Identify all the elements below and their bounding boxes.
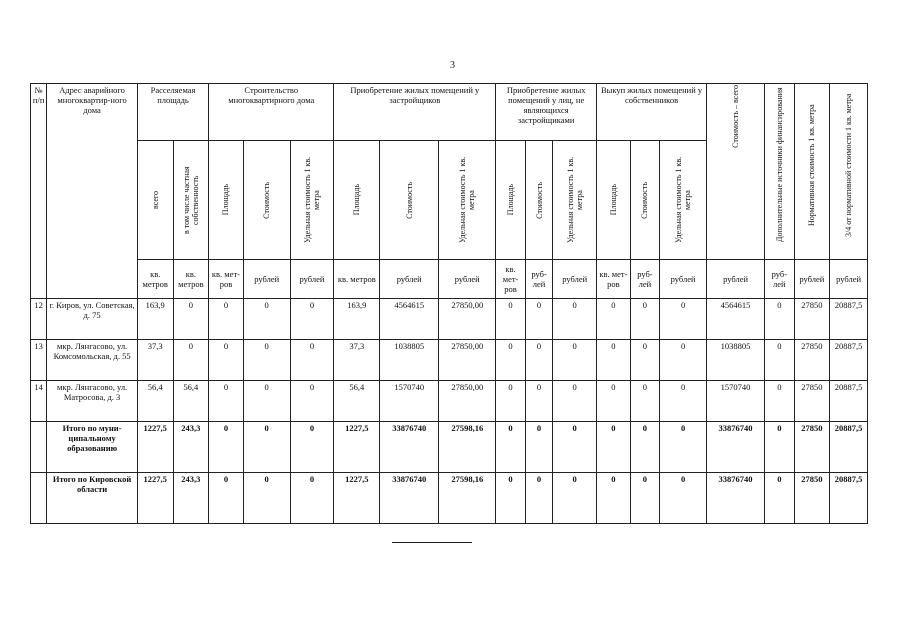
total-value: 27850 — [794, 473, 830, 524]
total-value: 0 — [553, 473, 597, 524]
row-value: 27850 — [794, 381, 830, 422]
row-value: 4564615 — [380, 299, 439, 340]
table-row — [31, 299, 868, 340]
row-value: 0 — [597, 299, 631, 340]
table-body — [31, 299, 868, 524]
unit-cell: рублей — [553, 260, 597, 299]
unit-cell: кв. метров — [173, 260, 209, 299]
total-value: 27598,16 — [439, 422, 496, 473]
row-address: г. Киров, ул. Советская, д. 75 — [47, 299, 138, 340]
unit-cell: рублей — [380, 260, 439, 299]
row-value: 0 — [290, 381, 334, 422]
total-value: 0 — [765, 422, 795, 473]
total-value: 243,3 — [173, 422, 209, 473]
total-number — [31, 422, 47, 473]
sub-total: всего — [137, 141, 173, 260]
total-value: 0 — [496, 422, 526, 473]
footer-rule — [392, 542, 472, 543]
total-value: 0 — [630, 422, 660, 473]
col-no-header: № п/п — [31, 84, 47, 299]
sub-cost: Стоимость — [525, 141, 552, 260]
unit-cell: кв. метров — [137, 260, 173, 299]
row-value: 0 — [660, 381, 707, 422]
sub-unit-cost: Удельная стоимость 1 кв. метра — [553, 141, 597, 260]
row-value: 27850,00 — [439, 381, 496, 422]
col-address-header: Адрес аварийного многоквартир-ного дома — [47, 84, 138, 299]
row-value: 27850,00 — [439, 299, 496, 340]
row-value: 0 — [597, 381, 631, 422]
col-total-cost-header: Стоимость – всего — [707, 84, 765, 260]
total-value: 0 — [553, 422, 597, 473]
row-value: 56,4 — [173, 381, 209, 422]
row-value: 1038805 — [707, 340, 765, 381]
row-value: 0 — [209, 340, 244, 381]
unit-cell: кв. метров — [334, 260, 380, 299]
row-value: 0 — [765, 381, 795, 422]
total-value: 20887,5 — [830, 473, 868, 524]
row-value: 0 — [173, 299, 209, 340]
row-value: 163,9 — [334, 299, 380, 340]
sub-cost: Стоимость — [243, 141, 290, 260]
total-value: 0 — [660, 422, 707, 473]
total-label: Итого по Кировской области — [47, 473, 138, 524]
unit-cell: рублей — [830, 260, 868, 299]
sub-area: Площадь — [209, 141, 244, 260]
row-address: мкр. Лянгасово, ул. Комсомольская, д. 55 — [47, 340, 138, 381]
row-value: 37,3 — [334, 340, 380, 381]
row-value: 0 — [290, 299, 334, 340]
total-value: 0 — [765, 473, 795, 524]
total-value: 0 — [209, 422, 244, 473]
row-value: 0 — [243, 299, 290, 340]
row-value: 0 — [525, 340, 552, 381]
col-three-quarters-header: 3/4 от нормативной стоимости 1 кв. метра — [830, 84, 868, 260]
sub-private: в том числе частная собственность — [173, 141, 209, 260]
sub-cost: Стоимость — [380, 141, 439, 260]
row-value: 0 — [243, 381, 290, 422]
row-value: 0 — [553, 381, 597, 422]
sub-unit-cost: Удельная стоимость 1 кв. метра — [439, 141, 496, 260]
row-value: 1570740 — [707, 381, 765, 422]
total-value: 0 — [525, 473, 552, 524]
total-value: 33876740 — [380, 473, 439, 524]
table-row — [31, 381, 868, 422]
total-value: 0 — [630, 473, 660, 524]
unit-cell: рублей — [290, 260, 334, 299]
row-value: 0 — [765, 340, 795, 381]
unit-cell: рублей — [707, 260, 765, 299]
total-value: 0 — [290, 422, 334, 473]
row-number: 13 — [31, 340, 47, 381]
row-value: 20887,5 — [830, 299, 868, 340]
total-value: 1227,5 — [137, 473, 173, 524]
unit-cell: руб-лей — [525, 260, 552, 299]
row-value: 0 — [496, 340, 526, 381]
total-value: 0 — [243, 422, 290, 473]
housing-program-table — [30, 83, 868, 524]
unit-cell: рублей — [243, 260, 290, 299]
row-value: 0 — [209, 299, 244, 340]
row-address: мкр. Лянгасово, ул. Матросова, д. 3 — [47, 381, 138, 422]
row-value: 0 — [525, 381, 552, 422]
table-row — [31, 340, 868, 381]
row-value: 0 — [630, 299, 660, 340]
row-value: 27850 — [794, 340, 830, 381]
unit-cell: рублей — [439, 260, 496, 299]
row-value: 0 — [243, 340, 290, 381]
total-value: 243,3 — [173, 473, 209, 524]
total-value: 33876740 — [707, 422, 765, 473]
total-value: 0 — [660, 473, 707, 524]
sub-unit-cost: Удельная стоимость 1 кв. метра — [290, 141, 334, 260]
row-value: 0 — [630, 381, 660, 422]
unit-cell: руб-лей — [630, 260, 660, 299]
unit-cell: рублей — [660, 260, 707, 299]
row-value: 0 — [209, 381, 244, 422]
row-value: 0 — [496, 299, 526, 340]
row-value: 56,4 — [137, 381, 173, 422]
sub-cost: Стоимость — [630, 141, 660, 260]
row-value: 0 — [660, 340, 707, 381]
total-row — [31, 422, 868, 473]
row-value: 0 — [660, 299, 707, 340]
total-value: 0 — [597, 473, 631, 524]
total-value: 0 — [496, 473, 526, 524]
unit-cell: руб-лей — [765, 260, 795, 299]
col-acquire-dev-header: Приобретение жилых помещений у застройщиков — [334, 84, 496, 141]
row-number: 12 — [31, 299, 47, 340]
col-acquire-nondev-header: Приобретение жилых помещений у лиц, не являющихся застройщиками — [496, 84, 597, 141]
total-value: 33876740 — [380, 422, 439, 473]
total-value: 1227,5 — [334, 422, 380, 473]
row-value: 56,4 — [334, 381, 380, 422]
sub-area: Площадь — [334, 141, 380, 260]
col-construction-header: Строительство многоквартирного дома — [209, 84, 334, 141]
row-value: 20887,5 — [830, 340, 868, 381]
row-value: 0 — [765, 299, 795, 340]
row-value: 27850 — [794, 299, 830, 340]
row-value: 37,3 — [137, 340, 173, 381]
total-value: 33876740 — [707, 473, 765, 524]
total-value: 27598,16 — [439, 473, 496, 524]
row-value: 0 — [496, 381, 526, 422]
row-value: 163,9 — [137, 299, 173, 340]
col-extra-sources-header: Дополнительные источники финансирования — [765, 84, 795, 260]
total-label: Итого по муни-ципальному образованию — [47, 422, 138, 473]
row-value: 0 — [597, 340, 631, 381]
col-buyout-header: Выкуп жилых помещений у собственников — [597, 84, 707, 141]
row-value: 4564615 — [707, 299, 765, 340]
page-number: 3 — [450, 60, 455, 71]
total-value: 0 — [290, 473, 334, 524]
total-row — [31, 473, 868, 524]
unit-cell: кв. мет-ров — [597, 260, 631, 299]
total-value: 0 — [243, 473, 290, 524]
row-value: 0 — [553, 299, 597, 340]
unit-cell: рублей — [794, 260, 830, 299]
row-value: 0 — [290, 340, 334, 381]
sub-area: Площадь — [496, 141, 526, 260]
row-value: 1570740 — [380, 381, 439, 422]
row-value: 0 — [553, 340, 597, 381]
total-value: 0 — [597, 422, 631, 473]
row-value: 0 — [525, 299, 552, 340]
sub-unit-cost: Удельная стоимость 1 кв. метра — [660, 141, 707, 260]
total-value: 20887,5 — [830, 422, 868, 473]
col-area-header: Расселяемая площадь — [137, 84, 208, 141]
row-value: 27850,00 — [439, 340, 496, 381]
row-value: 0 — [173, 340, 209, 381]
unit-cell: кв. мет-ров — [209, 260, 244, 299]
row-value: 20887,5 — [830, 381, 868, 422]
total-value: 0 — [525, 422, 552, 473]
unit-cell: кв. мет-ров — [496, 260, 526, 299]
sub-area: Площадь — [597, 141, 631, 260]
total-value: 0 — [209, 473, 244, 524]
row-number: 14 — [31, 381, 47, 422]
total-value: 1227,5 — [334, 473, 380, 524]
col-norm-cost-header: Нормативная стоимость 1 кв. метра — [794, 84, 830, 260]
row-value: 0 — [630, 340, 660, 381]
total-number — [31, 473, 47, 524]
row-value: 1038805 — [380, 340, 439, 381]
total-value: 27850 — [794, 422, 830, 473]
total-value: 1227,5 — [137, 422, 173, 473]
